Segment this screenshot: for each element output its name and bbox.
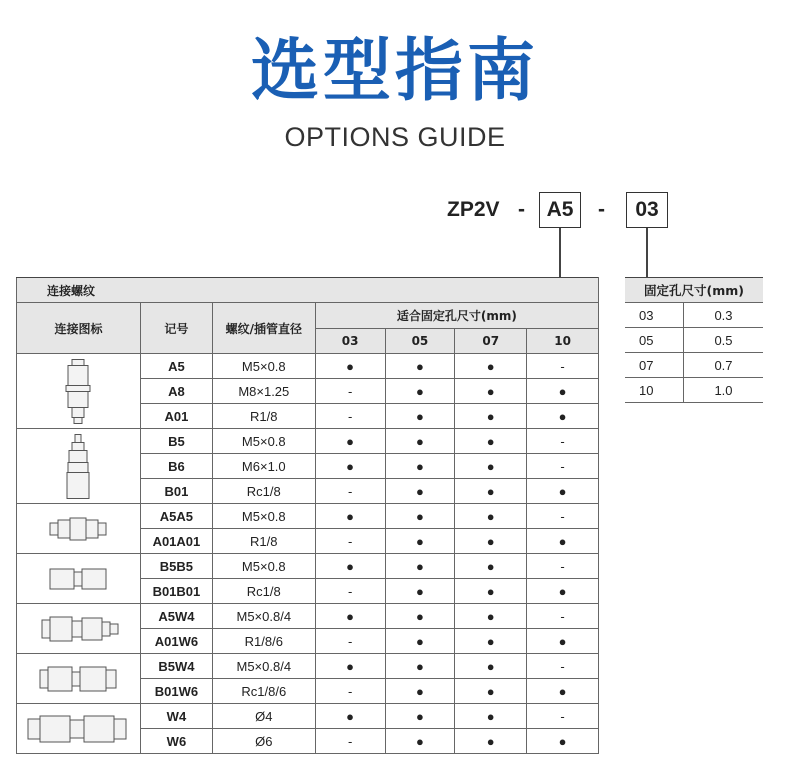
hole-size: 1.0 [684, 378, 764, 403]
availability-mark: ● [527, 729, 599, 754]
availability-mark: ● [315, 654, 385, 679]
hole-row [625, 378, 763, 403]
fitting-female-hex-icon [17, 429, 141, 504]
availability-mark: ● [527, 479, 599, 504]
availability-mark: ● [455, 454, 527, 479]
availability-mark: ● [455, 554, 527, 579]
page-title: 选型指南 [250, 32, 539, 111]
row-thread: R1/8/6 [212, 629, 315, 654]
page-subtitle: OPTIONS GUIDE [284, 122, 506, 152]
row-code: A8 [140, 379, 212, 404]
hole-row [625, 328, 763, 353]
availability-mark: ● [385, 679, 455, 704]
union-female-tube-icon [17, 654, 141, 704]
row-code: B6 [140, 454, 212, 479]
availability-mark: ● [527, 679, 599, 704]
header-size: 07 [455, 328, 527, 354]
header-size: 10 [527, 328, 599, 354]
availability-mark: ● [385, 604, 455, 629]
availability-mark: ● [455, 529, 527, 554]
availability-mark: - [315, 529, 385, 554]
availability-mark: ● [527, 379, 599, 404]
header-thread: 螺纹/插管直径 [212, 303, 315, 354]
availability-mark: ● [455, 729, 527, 754]
row-thread: M5×0.8/4 [212, 604, 315, 629]
table-row [17, 554, 599, 579]
availability-mark: ● [455, 354, 527, 379]
row-code: B5 [140, 429, 212, 454]
table-row [17, 504, 599, 529]
table-row [17, 604, 599, 629]
row-thread: M5×0.8 [212, 554, 315, 579]
availability-mark: ● [315, 604, 385, 629]
connector-line [559, 228, 561, 277]
availability-mark: ● [455, 479, 527, 504]
availability-mark: - [527, 354, 599, 379]
row-thread: M5×0.8 [212, 504, 315, 529]
availability-mark: ● [527, 629, 599, 654]
union-female-female-icon [17, 554, 141, 604]
row-code: A5W4 [140, 604, 212, 629]
availability-mark: ● [527, 404, 599, 429]
availability-mark: ● [385, 404, 455, 429]
availability-mark: - [527, 554, 599, 579]
hole-size: 0.7 [684, 353, 764, 378]
availability-mark: ● [315, 429, 385, 454]
hole-line-extension [646, 265, 648, 277]
availability-mark: ● [385, 554, 455, 579]
header-size: 03 [315, 328, 385, 354]
availability-mark: - [315, 379, 385, 404]
model-dash: - [518, 198, 525, 221]
hole-line [646, 228, 648, 266]
availability-mark: ● [455, 679, 527, 704]
row-thread: Ø4 [212, 704, 315, 729]
section-label: 连接螺纹 [17, 278, 599, 303]
availability-mark: - [527, 654, 599, 679]
table-row [17, 704, 599, 729]
availability-mark: - [315, 404, 385, 429]
row-thread: Rc1/8 [212, 579, 315, 604]
row-code: A01W6 [140, 629, 212, 654]
header-hole-group: 适合固定孔尺寸(mm) [315, 303, 598, 329]
row-thread: R1/8 [212, 529, 315, 554]
availability-mark: ● [315, 504, 385, 529]
hole-code: 03 [625, 303, 684, 328]
model-prefix: ZP2V [447, 198, 500, 221]
availability-mark: ● [385, 504, 455, 529]
tube-union-icon [17, 704, 141, 754]
row-thread: M5×0.8 [212, 429, 315, 454]
row-code: A5 [140, 354, 212, 379]
availability-mark: ● [455, 379, 527, 404]
availability-mark: ● [385, 479, 455, 504]
table-row [17, 654, 599, 679]
row-code: W6 [140, 729, 212, 754]
hole-size-table [625, 277, 763, 403]
table-row [17, 429, 599, 454]
table-row [17, 354, 599, 379]
row-thread: M8×1.25 [212, 379, 315, 404]
availability-mark: - [527, 429, 599, 454]
availability-mark: ● [455, 404, 527, 429]
row-thread: R1/8 [212, 404, 315, 429]
hole-size: 0.3 [684, 303, 764, 328]
hole-code: 07 [625, 353, 684, 378]
availability-mark: - [527, 704, 599, 729]
row-code: A5A5 [140, 504, 212, 529]
availability-mark: ● [385, 354, 455, 379]
availability-mark: - [315, 629, 385, 654]
row-thread: Rc1/8 [212, 479, 315, 504]
availability-mark: ● [385, 579, 455, 604]
availability-mark: - [315, 479, 385, 504]
availability-mark: ● [455, 629, 527, 654]
availability-mark: ● [385, 529, 455, 554]
availability-mark: ● [455, 604, 527, 629]
row-code: B5W4 [140, 654, 212, 679]
hole-code: 10 [625, 378, 684, 403]
availability-mark: ● [385, 454, 455, 479]
union-male-tube-icon [17, 604, 141, 654]
hole-row [625, 353, 763, 378]
row-code: W4 [140, 704, 212, 729]
header-code: 记号 [140, 303, 212, 354]
row-code: B01 [140, 479, 212, 504]
availability-mark: ● [385, 379, 455, 404]
header-size: 05 [385, 328, 455, 354]
availability-mark: ● [455, 429, 527, 454]
availability-mark: ● [315, 704, 385, 729]
availability-mark: ● [385, 729, 455, 754]
availability-mark: ● [527, 579, 599, 604]
connector-table [16, 277, 599, 754]
header-icon: 连接图标 [17, 303, 141, 354]
hole-table-header: 固定孔尺寸(mm) [625, 278, 763, 303]
availability-mark: - [315, 679, 385, 704]
hole-size: 0.5 [684, 328, 764, 353]
hole-row [625, 303, 763, 328]
availability-mark: - [527, 504, 599, 529]
row-code: B01B01 [140, 579, 212, 604]
row-thread: M5×0.8/4 [212, 654, 315, 679]
row-thread: M6×1.0 [212, 454, 315, 479]
availability-mark: - [315, 579, 385, 604]
hole-code: 05 [625, 328, 684, 353]
availability-mark: ● [455, 504, 527, 529]
availability-mark: ● [315, 554, 385, 579]
row-thread: Rc1/8/6 [212, 679, 315, 704]
row-thread: M5×0.8 [212, 354, 315, 379]
row-code: B01W6 [140, 679, 212, 704]
availability-mark: ● [385, 429, 455, 454]
availability-mark: ● [315, 354, 385, 379]
row-code: B5B5 [140, 554, 212, 579]
availability-mark: - [315, 729, 385, 754]
model-dash: - [598, 198, 605, 221]
availability-mark: ● [315, 454, 385, 479]
union-male-male-icon [17, 504, 141, 554]
model-connector-code: A5 [539, 192, 581, 228]
model-hole-code: 03 [626, 192, 668, 228]
availability-mark: ● [455, 579, 527, 604]
availability-mark: ● [385, 704, 455, 729]
availability-mark: ● [385, 629, 455, 654]
row-code: A01 [140, 404, 212, 429]
row-thread: Ø6 [212, 729, 315, 754]
availability-mark: - [527, 454, 599, 479]
row-code: A01A01 [140, 529, 212, 554]
availability-mark: ● [455, 704, 527, 729]
availability-mark: ● [455, 654, 527, 679]
availability-mark: ● [527, 529, 599, 554]
availability-mark: ● [385, 654, 455, 679]
fitting-male-hex-icon [17, 354, 141, 429]
availability-mark: - [527, 604, 599, 629]
